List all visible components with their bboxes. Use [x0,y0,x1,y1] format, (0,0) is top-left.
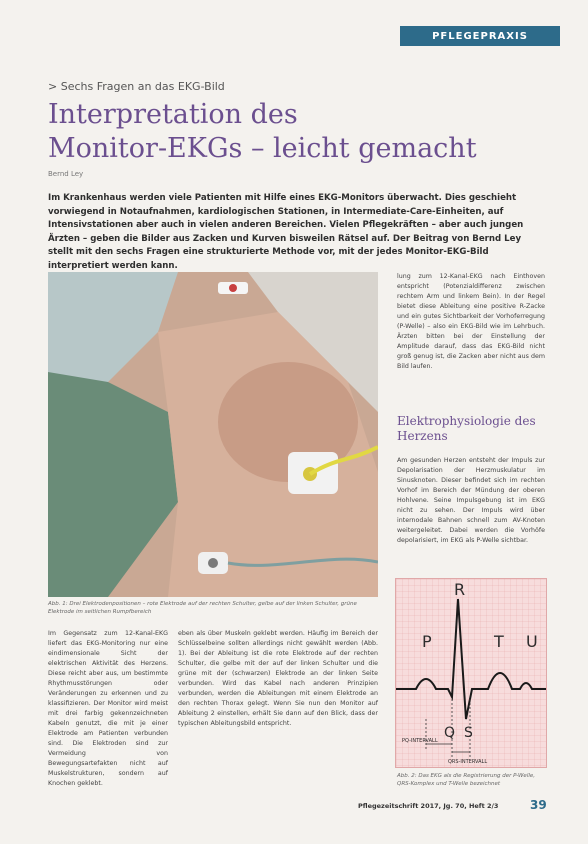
section-subheading: Elektrophysiologie des Herzens [397,414,536,443]
ekg-label-pq-interval: PQ-INTERVALL [402,738,438,744]
body-column-2: eben als über Muskeln geklebt werden. Häufig im Bereich der Schlüsselbeine sollten allerdings nicht gewählt werden (Abb. 1). Bei der Ableitung ist die rote Elektrode auf der rechten Schulter, die gelbe mit der auf der linken Schulter und die grüne mit der (schwarzen) Elektrode an der linken Seite verbunden. Wird das Kabel nach anderen Prinzipien verbunden, werden die Ableitungen mit einem Elektrode an den rechten Thorax gelegt. Wenn Sie nun den Monitor auf Ableitung 2 einstellen, erhält Sie dann auf den Blick, dass der typischen Ableitungsbild entspricht. [178,630,378,727]
ekg-label-s: S [464,725,473,741]
page-number: 39 [530,798,547,812]
article-title [48,98,548,166]
title-line-2: Monitor-EKGs – leicht gemacht [48,133,477,164]
title-line-1: Interpretation des [48,99,298,130]
ekg-caption: Abb. 2: Das EKG als die Registrierung der P-Welle, QRS-Komplex und T-Welle bezeichnet [397,773,536,787]
ekg-label-u: U [526,632,538,651]
ekg-label-r: R [454,580,466,599]
journal-footer: Pflegezeitschrift 2017, Jg. 70, Heft 2/3 [358,802,499,810]
ekg-label-qrs-interval: QRS-INTERVALL [448,759,488,765]
ekg-label-t: T [494,632,504,651]
article-kicker: > Sechs Fragen an das EKG-Bild [48,80,225,93]
lead-paragraph: Im Krankenhaus werden viele Patienten mit Hilfe eines EKG-Monitors überwacht. Dies geschieht vorwiegend in Notaufnahmen, kardiologischen Stationen, in Intermediate-Care-Einheiten, auf Intensivstationen aber auch in vielen anderen Bereichen. Vielen Pflegekräften – aber auch jungen Ärzten – geben die Bilder aus Zacken und Kurven bisweilen Rätsel auf. Der Beitrag von Bernd Ley stellt mit den sechs Fragen eine strukturierte Methode vor, mit der jedes Monitor-EKG-Bild interpretiert werden kann. [48,193,524,271]
photo-illustration [48,272,378,597]
ekg-diagram [395,578,547,768]
body-column-1: Im Gegensatz zum 12-Kanal-EKG liefert das EKG-Monitoring nur eine eindimensionale Sicht der elektrischen Aktivität des Herzens. Diese reicht aber aus, um bestimmte Rhythmusstörungen oder Veränderungen zu erkennen und zu klassifizieren. Der Monitor wird meist mit drei farbig gekennzeichneten Kabeln genutzt, die mit je einer Elektrode am Patienten verbunden sind. Die Elektroden sind zur Vermeidung von Bewegungsartefakten nicht auf Muskelstrukturen, sondern auf Knochen geklebt. [48,630,168,787]
ekg-label-q: Q [444,725,456,741]
patient-electrode-photo [48,272,378,597]
body-column-3-continued: Am gesunden Herzen entsteht der Impuls zur Depolarisation der Herzmuskulatur im Sinusknoten. Dieser befindet sich im rechten Vorhof im Bereich der Mündung der oberen Hohlvene. Seine Impulsgebung ist im EKG nicht zu sehen. Der Impuls wird über internodale Bahnen schnell zum AV-Knoten weitergeleitet. Dabei werden die Vorhöfe depolarisiert, im EKG als P-Welle sichtbar. [397,457,545,544]
ekg-waveform-svg [396,579,546,767]
ekg-label-p: P [422,632,432,651]
body-column-3: lung zum 12-Kanal-EKG nach Einthoven entspricht (Potenzialdifferenz zwischen rechtem Arm und linkem Bein). In der Regel bietet diese Ableitung eine positive R-Zacke und ein gutes Sichtbarkeit der Vorhoferregung (P-Welle) – also ein EKG-Bild wie im Lehrbuch. Ärzten bitten bei der Einstellung der Amplitude darauf, dass das EKG-Bild nicht groß genug ist, die Zacken aber nicht aus dem Bild laufen. [397,273,545,370]
photo-caption: Abb. 1: Drei Elektrodenpositionen – rote Elektrode auf der rechten Schulter, gelbe auf der linken Schulter, grüne Elektrode im seitlichen Rumpfbereich [48,601,357,615]
author-name: Bernd Ley [48,170,84,178]
section-header: PFLEGEPRAXIS [400,26,560,46]
